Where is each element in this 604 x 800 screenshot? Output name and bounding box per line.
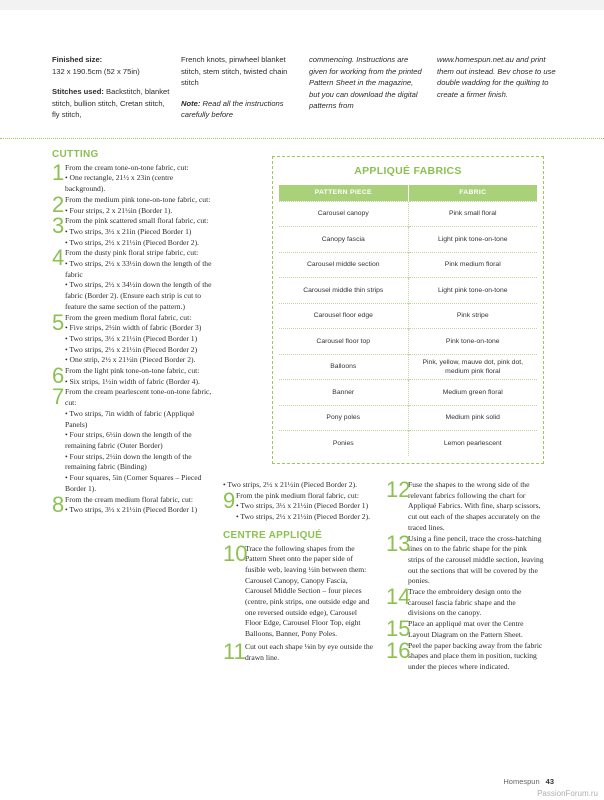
stitches-label: Stitches used: bbox=[52, 87, 104, 96]
pattern-piece-cell: Carousel canopy bbox=[279, 201, 408, 227]
step-bullet: • Four squares, 5in (Corner Squares – Pieced Border 1). bbox=[65, 473, 202, 493]
step-bullet: • One rectangle, 21½ x 23in (centre background). bbox=[65, 173, 174, 194]
pattern-piece-cell: Carousel floor edge bbox=[279, 303, 408, 329]
table-row bbox=[279, 227, 537, 253]
stitches-value: Backstitch, blanket stitch, bullion stitch, Cretan stitch, fly stitch, bbox=[52, 87, 170, 119]
table-row bbox=[279, 329, 537, 355]
fabric-cell: Pink small floral bbox=[408, 201, 537, 227]
step-bullet: • Two strips, 7in width of fabric (Appliqué Panels) bbox=[65, 408, 195, 429]
pattern-piece-cell: Carousel middle thin strips bbox=[279, 278, 408, 304]
step-bullet: • Two strips, 3½ x 21½in (Pieced Border 1) bbox=[65, 333, 198, 343]
table-row bbox=[279, 354, 537, 380]
applique-step bbox=[386, 477, 544, 534]
step-11 bbox=[223, 638, 375, 664]
step-intro: Trace the embroidery design onto the carousel fascia fabric shape and the divisions on the canopy. bbox=[408, 587, 522, 618]
table-row bbox=[279, 303, 537, 329]
step-intro: From the cream tone-on-tone fabric, cut: bbox=[65, 162, 189, 172]
pattern-piece-cell: Balloons bbox=[279, 354, 408, 380]
fabric-cell: Pink stripe bbox=[408, 303, 537, 329]
step-bullet: • Six strips, 1½in width of fabric (Border 4). bbox=[65, 376, 200, 386]
finished-size-label: Finished size: bbox=[52, 55, 103, 64]
cutting-steps bbox=[52, 159, 212, 517]
step-number: 7 bbox=[52, 384, 65, 410]
fabric-cell: Light pink tone-on-tone bbox=[408, 278, 537, 304]
step-bullet: • Five strips, 2½in width of fabric (Border 3) bbox=[65, 323, 202, 333]
step-number: 11 bbox=[223, 638, 246, 664]
step-intro: From the pink scattered small floral fabric, cut: bbox=[65, 216, 209, 226]
step-bullet: • Four strips, 2 x 21½in (Border 1). bbox=[65, 205, 173, 215]
pattern-piece-cell: Canopy fascia bbox=[279, 227, 408, 253]
cutting-step bbox=[52, 363, 212, 389]
step-bullet: • Two strips, 3½ x 21½in (Pieced Border 1) bbox=[236, 501, 369, 511]
fabric-cell: Medium pink solid bbox=[408, 405, 537, 431]
note-label: Note: bbox=[181, 98, 201, 108]
pattern-piece-cell: Carousel floor top bbox=[279, 329, 408, 355]
step-intro: Using a fine pencil, trace the cross-hatching lines on to the fabric shape for the pink strips of the carousel middle section, leaving out the sections that will be covered by the ponies. bbox=[408, 533, 544, 586]
step-intro: From the cream medium floral fabric, cut: bbox=[65, 494, 193, 504]
step-intro: From the pink medium floral fabric, cut: bbox=[236, 490, 359, 500]
column-c bbox=[386, 477, 544, 673]
step-number: 2 bbox=[52, 191, 65, 217]
cutting-step bbox=[52, 213, 212, 248]
fabric-cell: Pink tone-on-tone bbox=[408, 329, 537, 355]
applique-fabrics-table bbox=[272, 156, 544, 464]
step-number: 5 bbox=[52, 309, 65, 335]
step-bullet: • Two strips, 2½ x 21½in (Pieced Border 2) bbox=[65, 344, 198, 354]
step-number: 13 bbox=[386, 530, 411, 556]
cutting-step bbox=[52, 309, 212, 367]
pattern-piece-cell: Carousel middle section bbox=[279, 252, 408, 278]
cutting-step bbox=[52, 245, 212, 312]
fabric-cell: Medium green floral bbox=[408, 380, 537, 406]
cutting-step bbox=[52, 384, 212, 494]
pattern-piece-cell: Banner bbox=[279, 380, 408, 406]
applique-step bbox=[386, 530, 544, 588]
intro-column-4: www.homespun.net.au and print them out instead. Bev chose to use double wadding for the quilting to create a firmer finish. bbox=[437, 55, 556, 99]
step-number: 12 bbox=[386, 477, 411, 502]
step-bullet: • Four strips, 2½in down the length of the remaining fabric (Binding) bbox=[65, 451, 192, 472]
step-intro: From the green medium floral fabric, cut: bbox=[65, 312, 192, 322]
step-number: 16 bbox=[386, 637, 411, 663]
fabric-table bbox=[279, 185, 537, 456]
fabric-rows bbox=[279, 201, 537, 456]
table-header-row bbox=[279, 185, 537, 201]
table-row bbox=[279, 278, 537, 304]
step-bullet: • Two strips, 2½ x 21½in (Pieced Border 2). bbox=[236, 512, 371, 522]
step-bullet: • One strip, 2½ x 21½in (Pieced Border 2). bbox=[65, 355, 196, 365]
section-divider bbox=[0, 138, 604, 139]
table-title: APPLIQUÉ FABRICS bbox=[354, 165, 462, 177]
step-number: 10 bbox=[223, 540, 248, 566]
fabric-cell: Light pink tone-on-tone bbox=[408, 227, 537, 253]
step-number: 9 bbox=[223, 487, 236, 513]
page-number: 43 bbox=[545, 777, 554, 786]
step-intro: From the cream pearlescent tone-on-tone fabric, cut: bbox=[65, 387, 212, 408]
step-intro: Fuse the shapes to the wrong side of the relevant fabrics following the chart for Appliqué Fabrics. With fine, sharp scissors, cut out each of the shapes accurately on the traced lines. bbox=[408, 480, 541, 532]
table-row bbox=[279, 431, 537, 457]
step-bullet: • Four strips, 6½in down the length of the remaining fabric (Outer Border) bbox=[65, 430, 192, 450]
step-intro: From the light pink tone-on-tone fabric, cut: bbox=[65, 366, 200, 376]
fabric-cell: Pink medium floral bbox=[408, 252, 537, 278]
step-intro: Trace the following shapes from the Pattern Sheet onto the paper side of fusible web, leaving ½in between them: Carousel Canopy, Canopy Fascia, Carousel Middle Section – four pieces (centre, pink strips, one outside edge and one reversed outside edge), Carousel Floor Edge, Carousel Floor Top, eight Balloons, Banner, Pony Poles. bbox=[245, 543, 370, 639]
top-rule bbox=[0, 0, 604, 10]
cutting-step bbox=[52, 191, 212, 217]
step-9 bbox=[223, 487, 375, 523]
intro-column-3: commencing. Instructions are given for working from the printed Pattern Sheet in the magazine, but you can download the digital patterns from bbox=[309, 55, 422, 110]
table-row bbox=[279, 380, 537, 406]
page-footer bbox=[503, 777, 554, 786]
pattern-piece-cell: Ponies bbox=[279, 431, 408, 457]
stitches-continued: French knots, pinwheel blanket stitch, stem stitch, twisted chain stitch bbox=[181, 55, 288, 87]
step-number: 8 bbox=[52, 491, 65, 517]
step-number: 4 bbox=[52, 245, 65, 271]
step-number: 3 bbox=[52, 213, 65, 239]
step-intro: Place an appliqué mat over the Centre Layout Diagram on the Pattern Sheet. bbox=[408, 619, 524, 639]
table-row bbox=[279, 201, 537, 227]
table-row bbox=[279, 252, 537, 278]
intro-column-1 bbox=[52, 54, 172, 121]
cutting-step bbox=[52, 159, 212, 195]
column-b bbox=[223, 480, 375, 663]
table-row bbox=[279, 405, 537, 431]
colb-lead-bullets bbox=[223, 480, 375, 491]
step-bullet: • Two strips, 2½ x 33½in down the length of the fabric bbox=[65, 259, 212, 279]
step-number: 14 bbox=[386, 584, 411, 610]
applique-step bbox=[386, 584, 544, 619]
step-bullet: • Two strips, 2½ x 21½in (Pieced Border 2). bbox=[223, 480, 358, 489]
pattern-piece-cell: Pony poles bbox=[279, 405, 408, 431]
applique-step bbox=[386, 637, 544, 673]
fabric-cell: Pink, yellow, mauve dot, pink dot, medium pink floral bbox=[408, 354, 537, 380]
step-number: 1 bbox=[52, 159, 65, 185]
step-intro: From the dusty pink floral stripe fabric, cut: bbox=[65, 248, 199, 258]
step-bullet: • Two strips, 3½ x 21½in (Pieced Border 1) bbox=[65, 505, 198, 515]
step-intro: Cut out each shape ⅛in by eye outside the drawn line. bbox=[245, 641, 374, 662]
centre-applique-heading: CENTRE APPLIQUÉ bbox=[223, 529, 323, 541]
watermark: PassionForum.ru bbox=[537, 789, 598, 798]
step-bullet: • Two strips, 2½ x 21½in (Pieced Border 2). bbox=[65, 237, 200, 247]
note-value: Read all the instructions carefully before bbox=[181, 98, 284, 119]
step-intro: From the medium pink tone-on-tone fabric, cut: bbox=[65, 194, 211, 204]
header-fabric: FABRIC bbox=[408, 185, 537, 201]
step-number: 6 bbox=[52, 363, 65, 389]
colc-steps bbox=[386, 477, 544, 673]
step-bullet: • Two strips, 3½ x 21in (Pieced Border 1) bbox=[65, 226, 192, 236]
intro-column-2 bbox=[181, 54, 296, 121]
header-pattern-piece: PATTERN PIECE bbox=[279, 185, 408, 201]
cutting-column bbox=[52, 150, 212, 516]
finished-size-value: 132 x 190.5cm (52 x 75in) bbox=[52, 66, 140, 76]
fabric-cell: Lemon pearlescent bbox=[408, 431, 537, 457]
step-number: 15 bbox=[386, 616, 411, 642]
cutting-heading: CUTTING bbox=[52, 149, 99, 160]
magazine-name: Homespun bbox=[503, 777, 540, 786]
cutting-step bbox=[52, 491, 212, 517]
step-10 bbox=[223, 540, 375, 640]
step-intro: Peel the paper backing away from the fabric shapes and place them in position, tucking under the pieces where indicated. bbox=[408, 640, 543, 671]
step-bullet: • Two strips, 2½ x 34½in down the length of the fabric (Border 2). (Ensure each strip is cut to feature the same section of the pattern.) bbox=[65, 280, 212, 311]
